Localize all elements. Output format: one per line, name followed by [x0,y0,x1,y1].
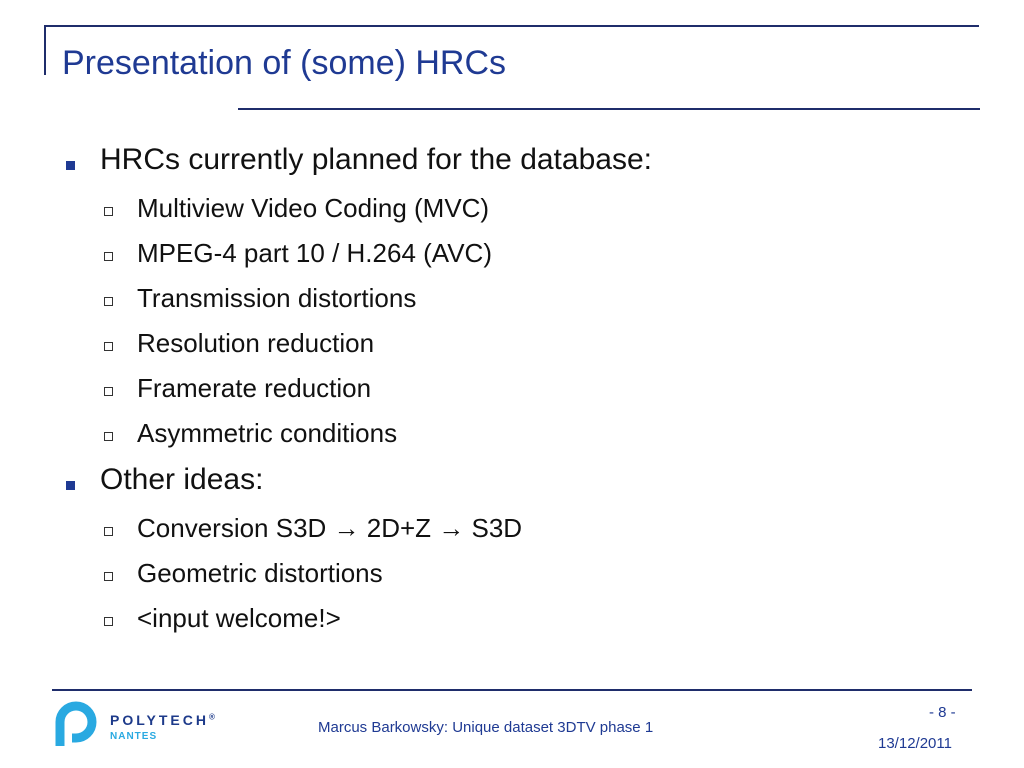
top-rule [44,25,979,27]
sub-bullet-item: <input welcome!> [137,603,341,633]
sub-bullet-item: Multiview Video Coding (MVC) [137,193,490,223]
sub-bullet-item: Framerate reduction [137,373,372,403]
sub-bullet-box-icon [104,387,113,396]
slide-title: Presentation of (some) HRCs [62,44,507,82]
sub-bullet-box-icon [104,527,113,536]
sub-bullet-box-icon [104,252,113,261]
sub-bullet-box-icon [104,572,113,581]
bullet-square-icon [66,481,75,490]
sub-bullet-item: MPEG-4 part 10 / H.264 (AVC) [137,238,492,268]
sub-bullet-item: Conversion S3D → 2D+Z → S3D [137,513,523,543]
sub-bullet-box-icon [104,297,113,306]
sub-bullet-item: Geometric distortions [137,558,383,588]
footer-rule [52,689,972,691]
sub-bullet-item: Transmission distortions [137,283,417,313]
bullet-square-icon [66,161,75,170]
sub-bullet-box-icon [104,207,113,216]
page-number: - 8 - [929,704,956,721]
footer-author: Marcus Barkowsky: Unique dataset 3DTV phase 1 [318,719,654,736]
sub-bullet-item: Resolution reduction [137,328,375,358]
footer-date: 13/12/2011 [878,735,952,752]
title-underline [238,108,980,110]
logo-subword: NANTES [110,731,158,742]
logo-registered-mark: ® [208,712,215,722]
sub-bullet-item: Asymmetric conditions [137,418,398,448]
sub-bullet-box-icon [104,617,113,626]
logo-wordmark [110,712,215,728]
bullet-item: Other ideas: [100,463,264,496]
bullet-item: HRCs currently planned for the database: [100,143,652,176]
left-rule [44,25,46,75]
polytech-logo-icon [50,696,102,752]
logo-word-1: POLYTECH [110,712,209,728]
sub-bullet-box-icon [104,432,113,441]
sub-bullet-box-icon [104,342,113,351]
